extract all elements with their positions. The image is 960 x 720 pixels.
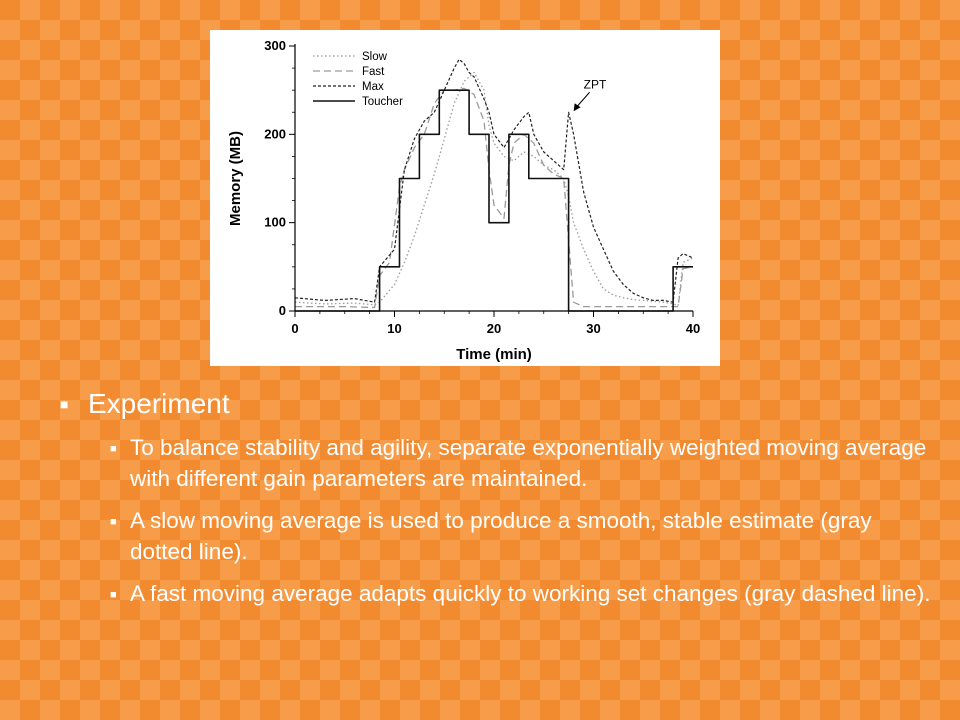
bullet-text-3: A fast moving average adapts quickly to working set changes (gray dashed line). xyxy=(130,581,931,606)
series-line-max xyxy=(295,59,693,302)
bullet-text-2: A slow moving average is used to produce a smooth, stable estimate (gray dotted line). xyxy=(130,508,872,564)
legend-label-max: Max xyxy=(362,81,384,93)
y-tick-label-100: 100 xyxy=(264,214,286,230)
x-tick-label-40: 40 xyxy=(685,321,701,336)
annotation-arrowhead xyxy=(574,103,581,111)
annotation-zpt: ZPT xyxy=(583,77,607,92)
chart-svg xyxy=(210,30,720,366)
x-axis-label: Time (min) xyxy=(456,346,532,363)
legend-label-slow: Slow xyxy=(362,51,387,63)
series-line-slow xyxy=(295,73,693,306)
bullet-item xyxy=(110,505,940,567)
bullet-item xyxy=(110,578,940,614)
legend-label-toucher: Toucher xyxy=(362,96,403,108)
square-bullet-icon: ■ xyxy=(60,396,69,412)
square-bullet-icon: ■ xyxy=(110,589,117,601)
square-bullet-icon: ■ xyxy=(110,516,117,528)
square-bullet-icon: ■ xyxy=(110,443,117,455)
y-tick-label-300: 300 xyxy=(264,38,286,53)
y-axis-label: Memory (MB) xyxy=(227,130,244,227)
heading-row xyxy=(60,388,940,420)
x-tick-label-0: 0 xyxy=(291,321,299,336)
bullet-text-1: To balance stability and agility, separate exponentially weighted moving average with different gain parameters are maintained. xyxy=(130,435,927,491)
x-tick-label-30: 30 xyxy=(586,321,601,336)
x-tick-label-10: 10 xyxy=(387,321,402,336)
legend-label-fast: Fast xyxy=(362,66,385,78)
y-tick-label-200: 200 xyxy=(264,126,286,142)
memory-chart xyxy=(210,30,720,366)
bullet-item xyxy=(110,432,940,494)
slide-content xyxy=(60,388,940,625)
series-line-fast xyxy=(295,88,693,307)
x-tick-label-20: 20 xyxy=(486,321,502,336)
heading-experiment: Experiment xyxy=(88,388,230,419)
y-tick-label-0: 0 xyxy=(278,303,286,318)
